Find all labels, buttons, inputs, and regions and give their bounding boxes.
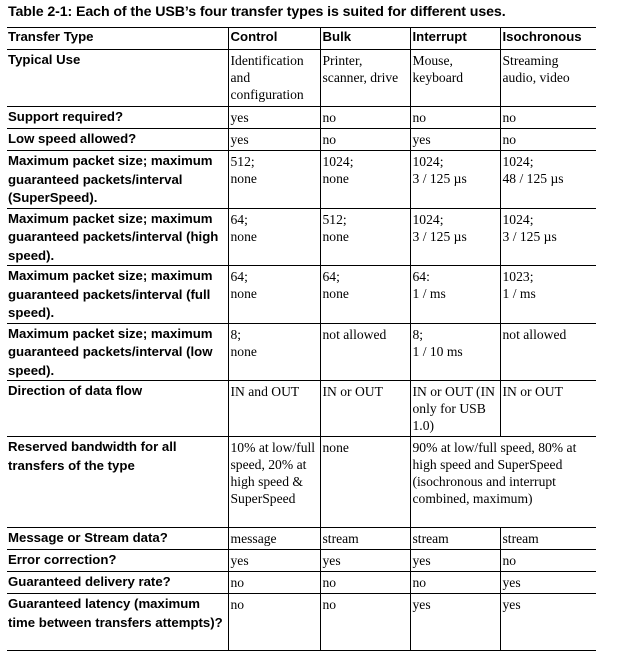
row-label: Maximum packet size; maximum guaranteed packets/interval (full speed). bbox=[7, 266, 228, 324]
cell-line: 1024; bbox=[502, 211, 534, 227]
cell-isochronous: IN or OUT bbox=[500, 381, 596, 437]
cell-line: 1023; bbox=[502, 269, 534, 284]
cell-interrupt: Mouse, keyboard bbox=[410, 50, 500, 107]
cell-bulk bbox=[320, 208, 410, 266]
cell-bulk bbox=[320, 151, 410, 209]
cell-line: none bbox=[230, 171, 257, 186]
cell-line: none bbox=[322, 286, 349, 301]
table-row bbox=[7, 208, 596, 266]
table-row bbox=[7, 151, 596, 209]
transfer-types-table bbox=[7, 27, 596, 651]
cell-bulk: no bbox=[320, 107, 410, 129]
cell-bulk: no bbox=[320, 594, 410, 651]
row-label: Maximum packet size; maximum guaranteed packets/interval (low speed). bbox=[7, 323, 228, 381]
table-caption: Table 2-1: Each of the USB’s four transfer types is suited for different uses. bbox=[8, 4, 506, 20]
cell-bulk: Printer, scanner, drive bbox=[320, 50, 410, 107]
cell-line: 1024; bbox=[412, 154, 444, 169]
cell-line: 1024; bbox=[412, 211, 444, 227]
cell-isochronous bbox=[500, 323, 596, 381]
cell-interrupt: yes bbox=[410, 550, 500, 572]
cell-bulk: yes bbox=[320, 550, 410, 572]
cell-bulk bbox=[320, 323, 410, 381]
table-row bbox=[7, 266, 596, 324]
table-row bbox=[7, 594, 596, 651]
cell-control: yes bbox=[228, 550, 320, 572]
table-row bbox=[7, 381, 596, 437]
row-label: Maximum packet size; maximum guaranteed packets/interval (SuperSpeed). bbox=[7, 151, 228, 209]
table-row bbox=[7, 323, 596, 381]
cell-line: none bbox=[322, 228, 349, 244]
cell-line: 512; bbox=[322, 211, 347, 227]
header-transfer-type: Transfer Type bbox=[7, 28, 228, 50]
cell-control bbox=[228, 266, 320, 324]
cell-control: no bbox=[228, 594, 320, 651]
cell-isochronous bbox=[500, 151, 596, 209]
cell-line: none bbox=[230, 228, 257, 244]
table-row bbox=[7, 550, 596, 572]
cell-control: no bbox=[228, 572, 320, 594]
row-label: Low speed allowed? bbox=[7, 129, 228, 151]
cell-bulk: stream bbox=[320, 528, 410, 550]
cell-line: not allowed bbox=[322, 326, 387, 342]
cell-control: yes bbox=[228, 129, 320, 151]
cell-control bbox=[228, 208, 320, 266]
cell-isochronous: no bbox=[500, 107, 596, 129]
cell-line: 48 / 125 µs bbox=[502, 171, 564, 186]
cell-line: 64: bbox=[412, 269, 430, 284]
cell-line: none bbox=[322, 171, 349, 186]
cell-interrupt: stream bbox=[410, 528, 500, 550]
cell-interrupt: yes bbox=[410, 594, 500, 651]
cell-line: 512; bbox=[230, 154, 255, 169]
table-row bbox=[7, 572, 596, 594]
cell-interrupt: yes bbox=[410, 129, 500, 151]
row-label: Message or Stream data? bbox=[7, 528, 228, 550]
cell-line: 3 / 125 µs bbox=[412, 171, 467, 186]
header-isochronous: Isochronous bbox=[500, 28, 596, 50]
row-label: Guaranteed delivery rate? bbox=[7, 572, 228, 594]
cell-line: 8; bbox=[230, 326, 242, 342]
row-label: Guaranteed latency (maximum time between transfers attempts)? bbox=[7, 594, 228, 651]
cell-line: none bbox=[230, 343, 257, 359]
cell-control: message bbox=[228, 528, 320, 550]
cell-line: not allowed bbox=[502, 326, 567, 342]
header-interrupt: Interrupt bbox=[410, 28, 500, 50]
cell-control bbox=[228, 323, 320, 381]
cell-isochronous: yes bbox=[500, 572, 596, 594]
cell-interrupt bbox=[410, 151, 500, 209]
cell-control: Identification and configuration bbox=[228, 50, 320, 107]
cell-interrupt: no bbox=[410, 107, 500, 129]
cell-interrupt bbox=[410, 266, 500, 324]
row-label: Maximum packet size; maximum guaranteed packets/interval (high speed). bbox=[7, 208, 228, 266]
cell-line: 1024; bbox=[502, 154, 534, 169]
row-label: Support required? bbox=[7, 107, 228, 129]
row-label: Reserved bandwidth for all transfers of the type bbox=[7, 437, 228, 528]
cell-bulk bbox=[320, 266, 410, 324]
cell-bulk: IN or OUT bbox=[320, 381, 410, 437]
cell-isochronous bbox=[500, 266, 596, 324]
cell-control: yes bbox=[228, 107, 320, 129]
table-row bbox=[7, 50, 596, 107]
row-label: Error correction? bbox=[7, 550, 228, 572]
row-label: Direction of data flow bbox=[7, 381, 228, 437]
cell-interrupt bbox=[410, 208, 500, 266]
cell-isochronous: no bbox=[500, 550, 596, 572]
cell-line: 1024; bbox=[322, 154, 354, 169]
cell-isochronous: no bbox=[500, 129, 596, 151]
cell-interrupt: IN or OUT (IN only for USB 1.0) bbox=[410, 381, 500, 437]
cell-line: 8; bbox=[412, 326, 424, 342]
cell-line: 1 / ms bbox=[502, 286, 536, 301]
cell-line: 64; bbox=[230, 211, 248, 227]
cell-isochronous: stream bbox=[500, 528, 596, 550]
row-label: Typical Use bbox=[7, 50, 228, 107]
cell-line: 1 / 10 ms bbox=[412, 343, 463, 359]
cell-interrupt-isochronous-merged: 90% at low/full speed, 80% at high speed and SuperSpeed (isochronous and interrupt combined, maximum) bbox=[410, 437, 596, 528]
table-row bbox=[7, 107, 596, 129]
cell-line: 64; bbox=[322, 269, 340, 284]
cell-interrupt: no bbox=[410, 572, 500, 594]
cell-bulk: no bbox=[320, 572, 410, 594]
header-control: Control bbox=[228, 28, 320, 50]
cell-line: 3 / 125 µs bbox=[502, 228, 557, 244]
cell-control: 10% at low/full speed, 20% at high speed & SuperSpeed bbox=[228, 437, 320, 528]
table-row bbox=[7, 528, 596, 550]
cell-line: 3 / 125 µs bbox=[412, 228, 467, 244]
cell-isochronous: yes bbox=[500, 594, 596, 651]
table-header-row bbox=[7, 28, 596, 50]
cell-line: 64; bbox=[230, 269, 248, 284]
cell-control bbox=[228, 151, 320, 209]
cell-bulk: no bbox=[320, 129, 410, 151]
cell-control: IN and OUT bbox=[228, 381, 320, 437]
cell-line: 1 / ms bbox=[412, 286, 446, 301]
table-row bbox=[7, 437, 596, 528]
cell-interrupt bbox=[410, 323, 500, 381]
table-row bbox=[7, 129, 596, 151]
cell-isochronous bbox=[500, 208, 596, 266]
cell-bulk: none bbox=[320, 437, 410, 528]
header-bulk: Bulk bbox=[320, 28, 410, 50]
cell-line: none bbox=[230, 286, 257, 301]
cell-isochronous: Streaming audio, video bbox=[500, 50, 596, 107]
